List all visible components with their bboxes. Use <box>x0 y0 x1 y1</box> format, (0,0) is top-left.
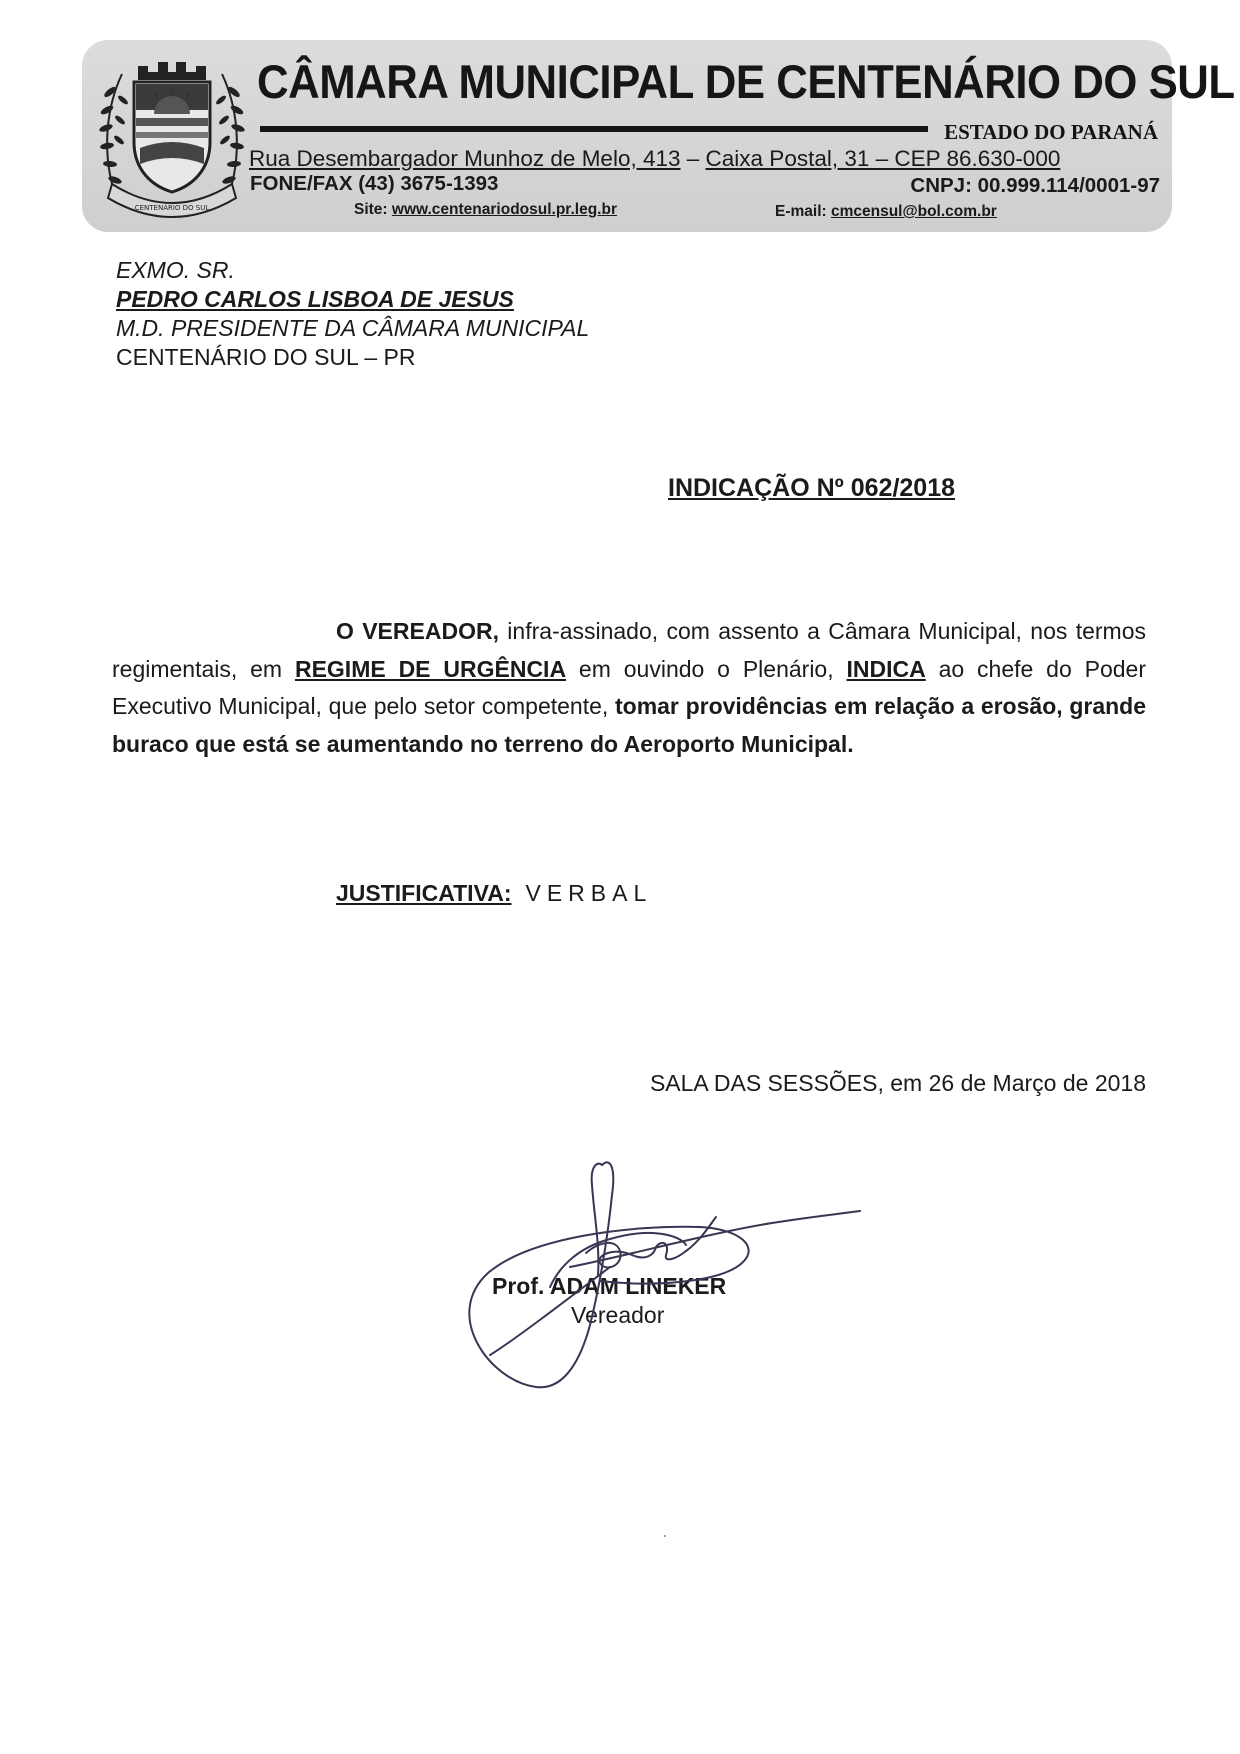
addressee-role: M.D. PRESIDENTE DA CÂMARA MUNICIPAL <box>116 315 590 341</box>
justification-value: VERBAL <box>525 880 653 906</box>
site-label: Site: <box>354 201 392 218</box>
letterhead <box>82 40 1235 232</box>
body-text-a: infra-assinado, com assento a Câmara Municipal, nos termos regimentais, em <box>112 618 1146 682</box>
justification-label: JUSTIFICATIVA: <box>336 880 512 906</box>
session-dateline: SALA DAS SESSÕES, em 26 de Março de 2018 <box>649 1070 1146 1096</box>
body-subject: O VEREADOR, <box>336 618 499 644</box>
email-link[interactable]: cmcensul@bol.com.br <box>830 203 997 220</box>
scan-speck <box>664 1535 666 1537</box>
body-indica: INDICA <box>846 655 926 682</box>
seal-text: CENTENÁRIO DO SUL <box>134 204 210 212</box>
addressee-block <box>116 256 589 372</box>
institution-cnpj: CNPJ: 00.999.114/0001-97 <box>910 174 1160 197</box>
address-postal: Caixa Postal, 31 – CEP 86.630-000 <box>705 146 1061 171</box>
body-text-c: ao chefe do Poder Executivo Municipal, que pelo setor competente, <box>112 655 1146 719</box>
municipal-coat-of-arms-icon <box>96 52 248 222</box>
site-link[interactable]: www.centenariodosul.pr.leg.br <box>391 201 617 218</box>
email-label: E-mail: <box>775 203 831 220</box>
institution-phone: FONE/FAX (43) 3675-1393 <box>250 172 499 195</box>
state-name: ESTADO DO PARANÁ <box>944 120 1158 144</box>
address-separator: – <box>680 146 706 171</box>
document-title: INDICAÇÃO Nº 062/2018 <box>668 474 956 502</box>
signatory-name: Prof. ADAM LINEKER <box>492 1273 727 1299</box>
institution-site <box>354 201 617 219</box>
header-rule <box>260 126 928 132</box>
body-action: tomar providências em relação a erosão, grande buraco que está se aumentando no terreno do Aeroporto Municipal. <box>112 693 1147 757</box>
body-regime: REGIME DE URGÊNCIA <box>294 655 567 682</box>
signatory-role: Vereador <box>571 1302 665 1328</box>
justification <box>336 880 652 907</box>
body-paragraph <box>112 613 1146 763</box>
institution-name: CÂMARA MUNICIPAL DE CENTENÁRIO DO SUL <box>257 55 1235 108</box>
institution-address <box>249 146 1163 172</box>
addressee-name: PEDRO CARLOS LISBOA DE JESUS <box>116 286 514 312</box>
body-text-b: em ouvindo o Plenário, <box>566 655 847 682</box>
handwritten-signature <box>450 1155 870 1395</box>
addressee-city: CENTENÁRIO DO SUL – PR <box>116 344 416 370</box>
salutation: EXMO. SR. <box>116 257 235 283</box>
institution-email <box>775 203 997 221</box>
address-street: Rua Desembargador Munhoz de Melo, 413 <box>249 146 681 171</box>
